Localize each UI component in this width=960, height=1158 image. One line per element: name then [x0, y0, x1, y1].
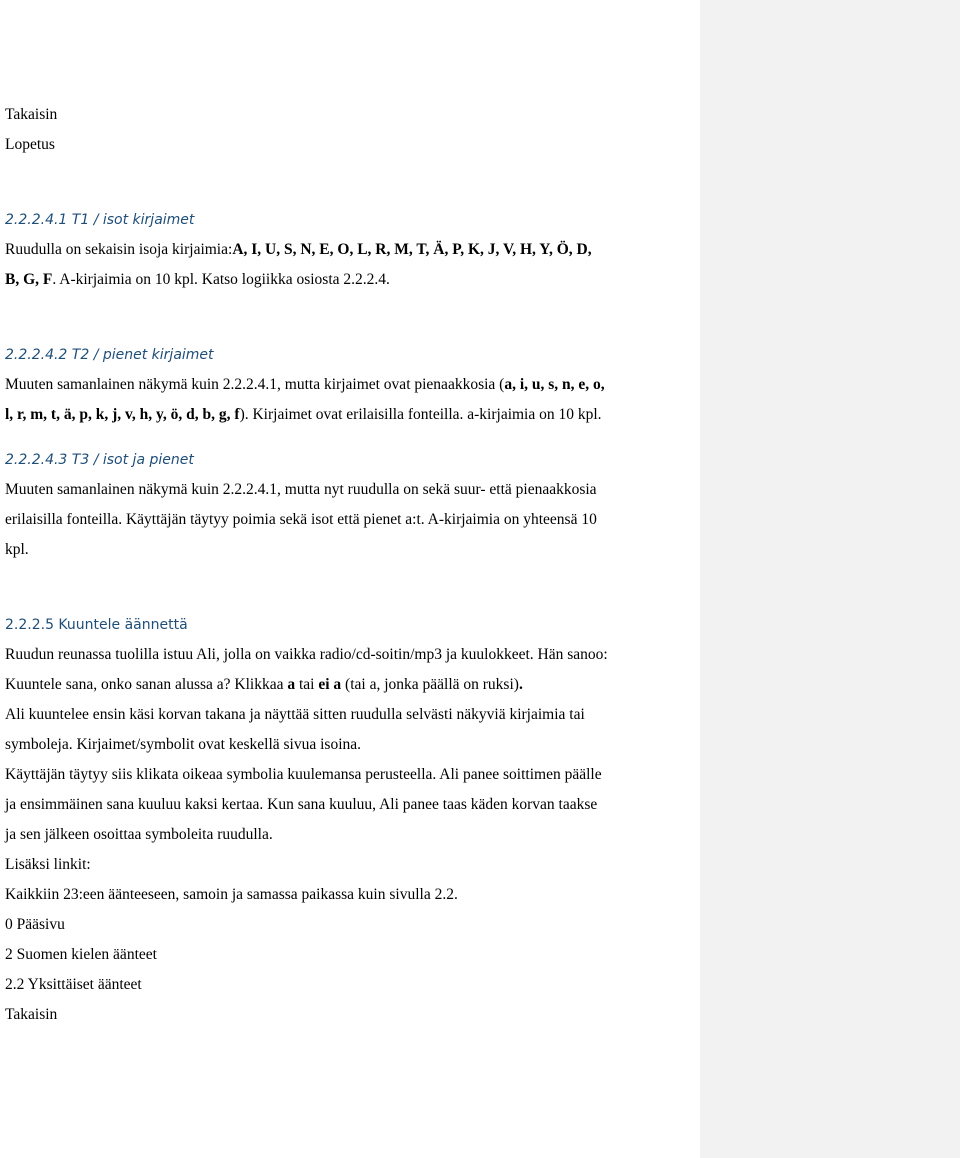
link-single-sounds[interactable]: 2.2 Yksittäiset äänteet — [5, 976, 142, 993]
listen-p3-line-1: Käyttäjän täytyy siis klikata oikeaa symbolia kuulemansa perusteella. Ali panee soittimen päälle — [5, 766, 602, 783]
section-heading-t3: 2.2.2.4.3 T3 / isot ja pienet — [5, 452, 194, 468]
listen-p3-line-2: ja ensimmäinen sana kuuluu kaksi kertaa. Kun sana kuuluu, Ali panee taas käden korvan taakse — [5, 796, 598, 813]
t2-text-line-2: l, r, m, t, ä, p, k, j, v, h, y, ö, d, b, g, f). Kirjaimet ovat erilaisilla fonteilla. a-kirjaimia on 10 kpl. — [5, 406, 602, 423]
document-content — [5, 100, 695, 1030]
link-main-page[interactable]: 0 Pääsivu — [5, 916, 65, 933]
t1-text-line-2: B, G, F. A-kirjaimia on 10 kpl. Katso logiikka osiosta 2.2.2.4. — [5, 271, 390, 288]
t3-text-line-3: kpl. — [5, 541, 29, 558]
listen-p1-line-1: Ruudun reunassa tuolilla istuu Ali, jolla on vaikka radio/cd-soitin/mp3 ja kuulokkeet. Hän sanoo: — [5, 646, 608, 663]
section-heading-t2: 2.2.2.4.2 T2 / pienet kirjaimet — [5, 347, 214, 363]
link-back-bottom[interactable]: Takaisin — [5, 1006, 58, 1023]
t3-text-line-1: Muuten samanlainen näkymä kuin 2.2.2.4.1, mutta nyt ruudulla on sekä suur- että pienaakkosia — [5, 481, 597, 498]
link-finnish-sounds[interactable]: 2 Suomen kielen äänteet — [5, 946, 157, 963]
section-heading-t1: 2.2.2.4.1 T1 / isot kirjaimet — [5, 212, 195, 228]
t1-text-line-1: Ruudulla on sekaisin isoja kirjaimia:A, I, U, S, N, E, O, L, R, M, T, Ä, P, K, J, V, H, Y, Ö, D, — [5, 241, 592, 258]
listen-p2-line-1: Ali kuuntelee ensin käsi korvan takana ja näyttää sitten ruudulla selvästi näkyviä kirjaimia tai — [5, 706, 585, 723]
nav-back-link[interactable]: Takaisin — [5, 106, 58, 123]
more-links-label: Lisäksi linkit: — [5, 856, 91, 873]
listen-p1-line-2: Kuuntele sana, onko sanan alussa a? Klikkaa a tai ei a (tai a, jonka päällä on ruksi). — [5, 676, 523, 693]
t3-text-line-2: erilaisilla fonteilla. Käyttäjän täytyy poimia sekä isot että pienet a:t. A-kirjaimia on yhteensä 10 — [5, 511, 597, 528]
link-all-sounds[interactable]: Kaikkiin 23:een äänteeseen, samoin ja samassa paikassa kuin sivulla 2.2. — [5, 886, 458, 903]
listen-p3-line-3: ja sen jälkeen osoittaa symboleita ruudulla. — [5, 826, 273, 843]
section-heading-listen: 2.2.2.5 Kuuntele äännettä — [5, 617, 188, 633]
t2-text-line-1: Muuten samanlainen näkymä kuin 2.2.2.4.1, mutta kirjaimet ovat pienaakkosia (a, i, u, s, n, e, o, — [5, 376, 605, 393]
comment-margin — [700, 0, 960, 1158]
nav-end-link[interactable]: Lopetus — [5, 136, 55, 153]
listen-p2-line-2: symboleja. Kirjaimet/symbolit ovat keskellä sivua isoina. — [5, 736, 362, 753]
